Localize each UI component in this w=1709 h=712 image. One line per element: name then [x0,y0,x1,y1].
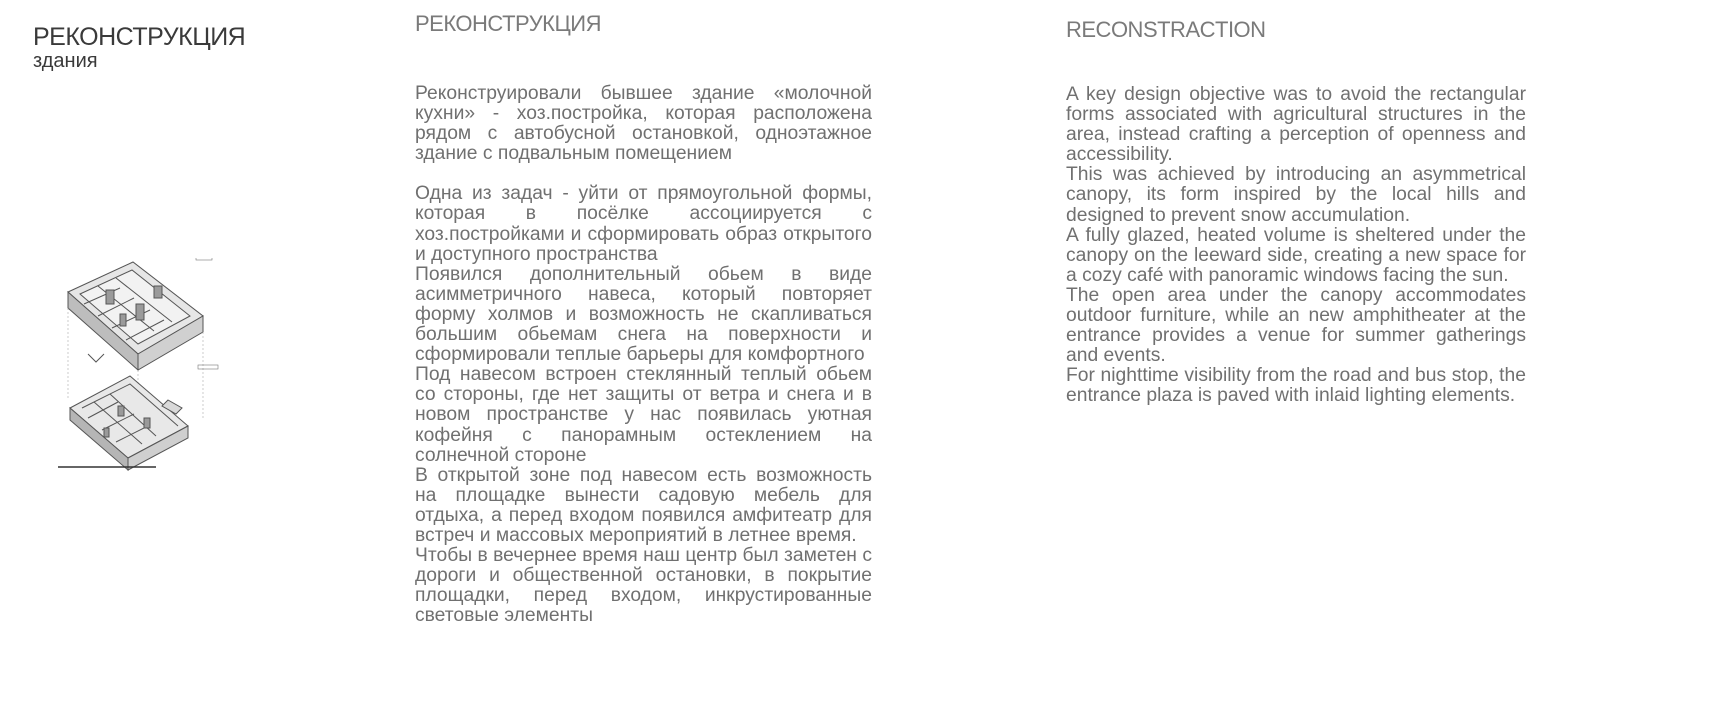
english-paragraph: This was achieved by introducing an asymmetrical canopy, its form inspired by the local hills and designed to prevent snow accumulation. [1066,164,1526,226]
russian-paragraphs [415,84,872,626]
upper-level-plan [68,262,203,370]
english-paragraphs [1066,85,1526,407]
page-title: РЕКОНСТРУКЦИЯ [33,23,246,51]
english-paragraph: The open area under the canopy accommodates outdoor furniture, while an new amphitheater at the entrance provides a venue for summer gatherings and events. [1066,284,1526,367]
english-text-column [1066,11,1526,407]
russian-paragraph: Под навесом встроен стеклянный теплый обьем со стороны, где нет защиты от ветра и снега и в новом пространстве у нас появилась уютная кофейня с панорамным остеклением на солнечной стороне [415,364,872,466]
lower-level-plan [70,376,188,470]
building-diagram-icon [58,258,238,518]
english-paragraph: A key design objective was to avoid the rectangular forms associated with agricultural structures in the area, instead crafting a perception of openness and accessibility. [1066,84,1526,166]
russian-paragraph: Чтобы в вечернее время наш центр был заметен с дороги и общественной остановки, в покрытие площадки, перед входом, инкрустированные световые элементы [415,545,872,627]
english-paragraph: A fully glazed, heated volume is sheltered under the canopy on the leeward side, creating a new space for a cozy café with panoramic windows facing the sun. [1066,224,1526,286]
english-paragraph: For nighttime visibility from the road and bus stop, the entrance plaza is paved with inlaid lighting elements. [1066,365,1526,407]
russian-paragraph: Появился дополнительный обьем в виде асимметричного навеса, который повторяет форму холмов и возможность не скапливаться большим обьемам снега на поверхности и сформировали теплые барьеры для комфортного [415,263,872,366]
axonometric-drawing [58,258,238,518]
english-heading: RECONSTRACTION [1066,17,1266,42]
title-block [33,24,333,71]
page-subtitle: здания [33,50,98,72]
russian-paragraph: Одна из задач - уйти от прямоугольной формы, которая в посёлке ассоциируется с хоз.постройками и сформировать образ открытого и доступного пространства [415,183,872,265]
russian-heading: РЕКОНСТРУКЦИЯ [415,11,601,36]
russian-paragraph: В открытой зоне под навесом есть возможность на площадке вынести садовую мебель для отдыха, а перед входом появился амфитеатр для встреч и массовых мероприятий в летнее время. [415,464,872,546]
russian-text-column [415,11,872,626]
russian-paragraph: Реконструировали бывшее здание «молочной кухни» - хоз.постройка, которая расположена рядом с автобусной остановкой, одноэтажное здание с подвальным помещением [415,83,872,165]
